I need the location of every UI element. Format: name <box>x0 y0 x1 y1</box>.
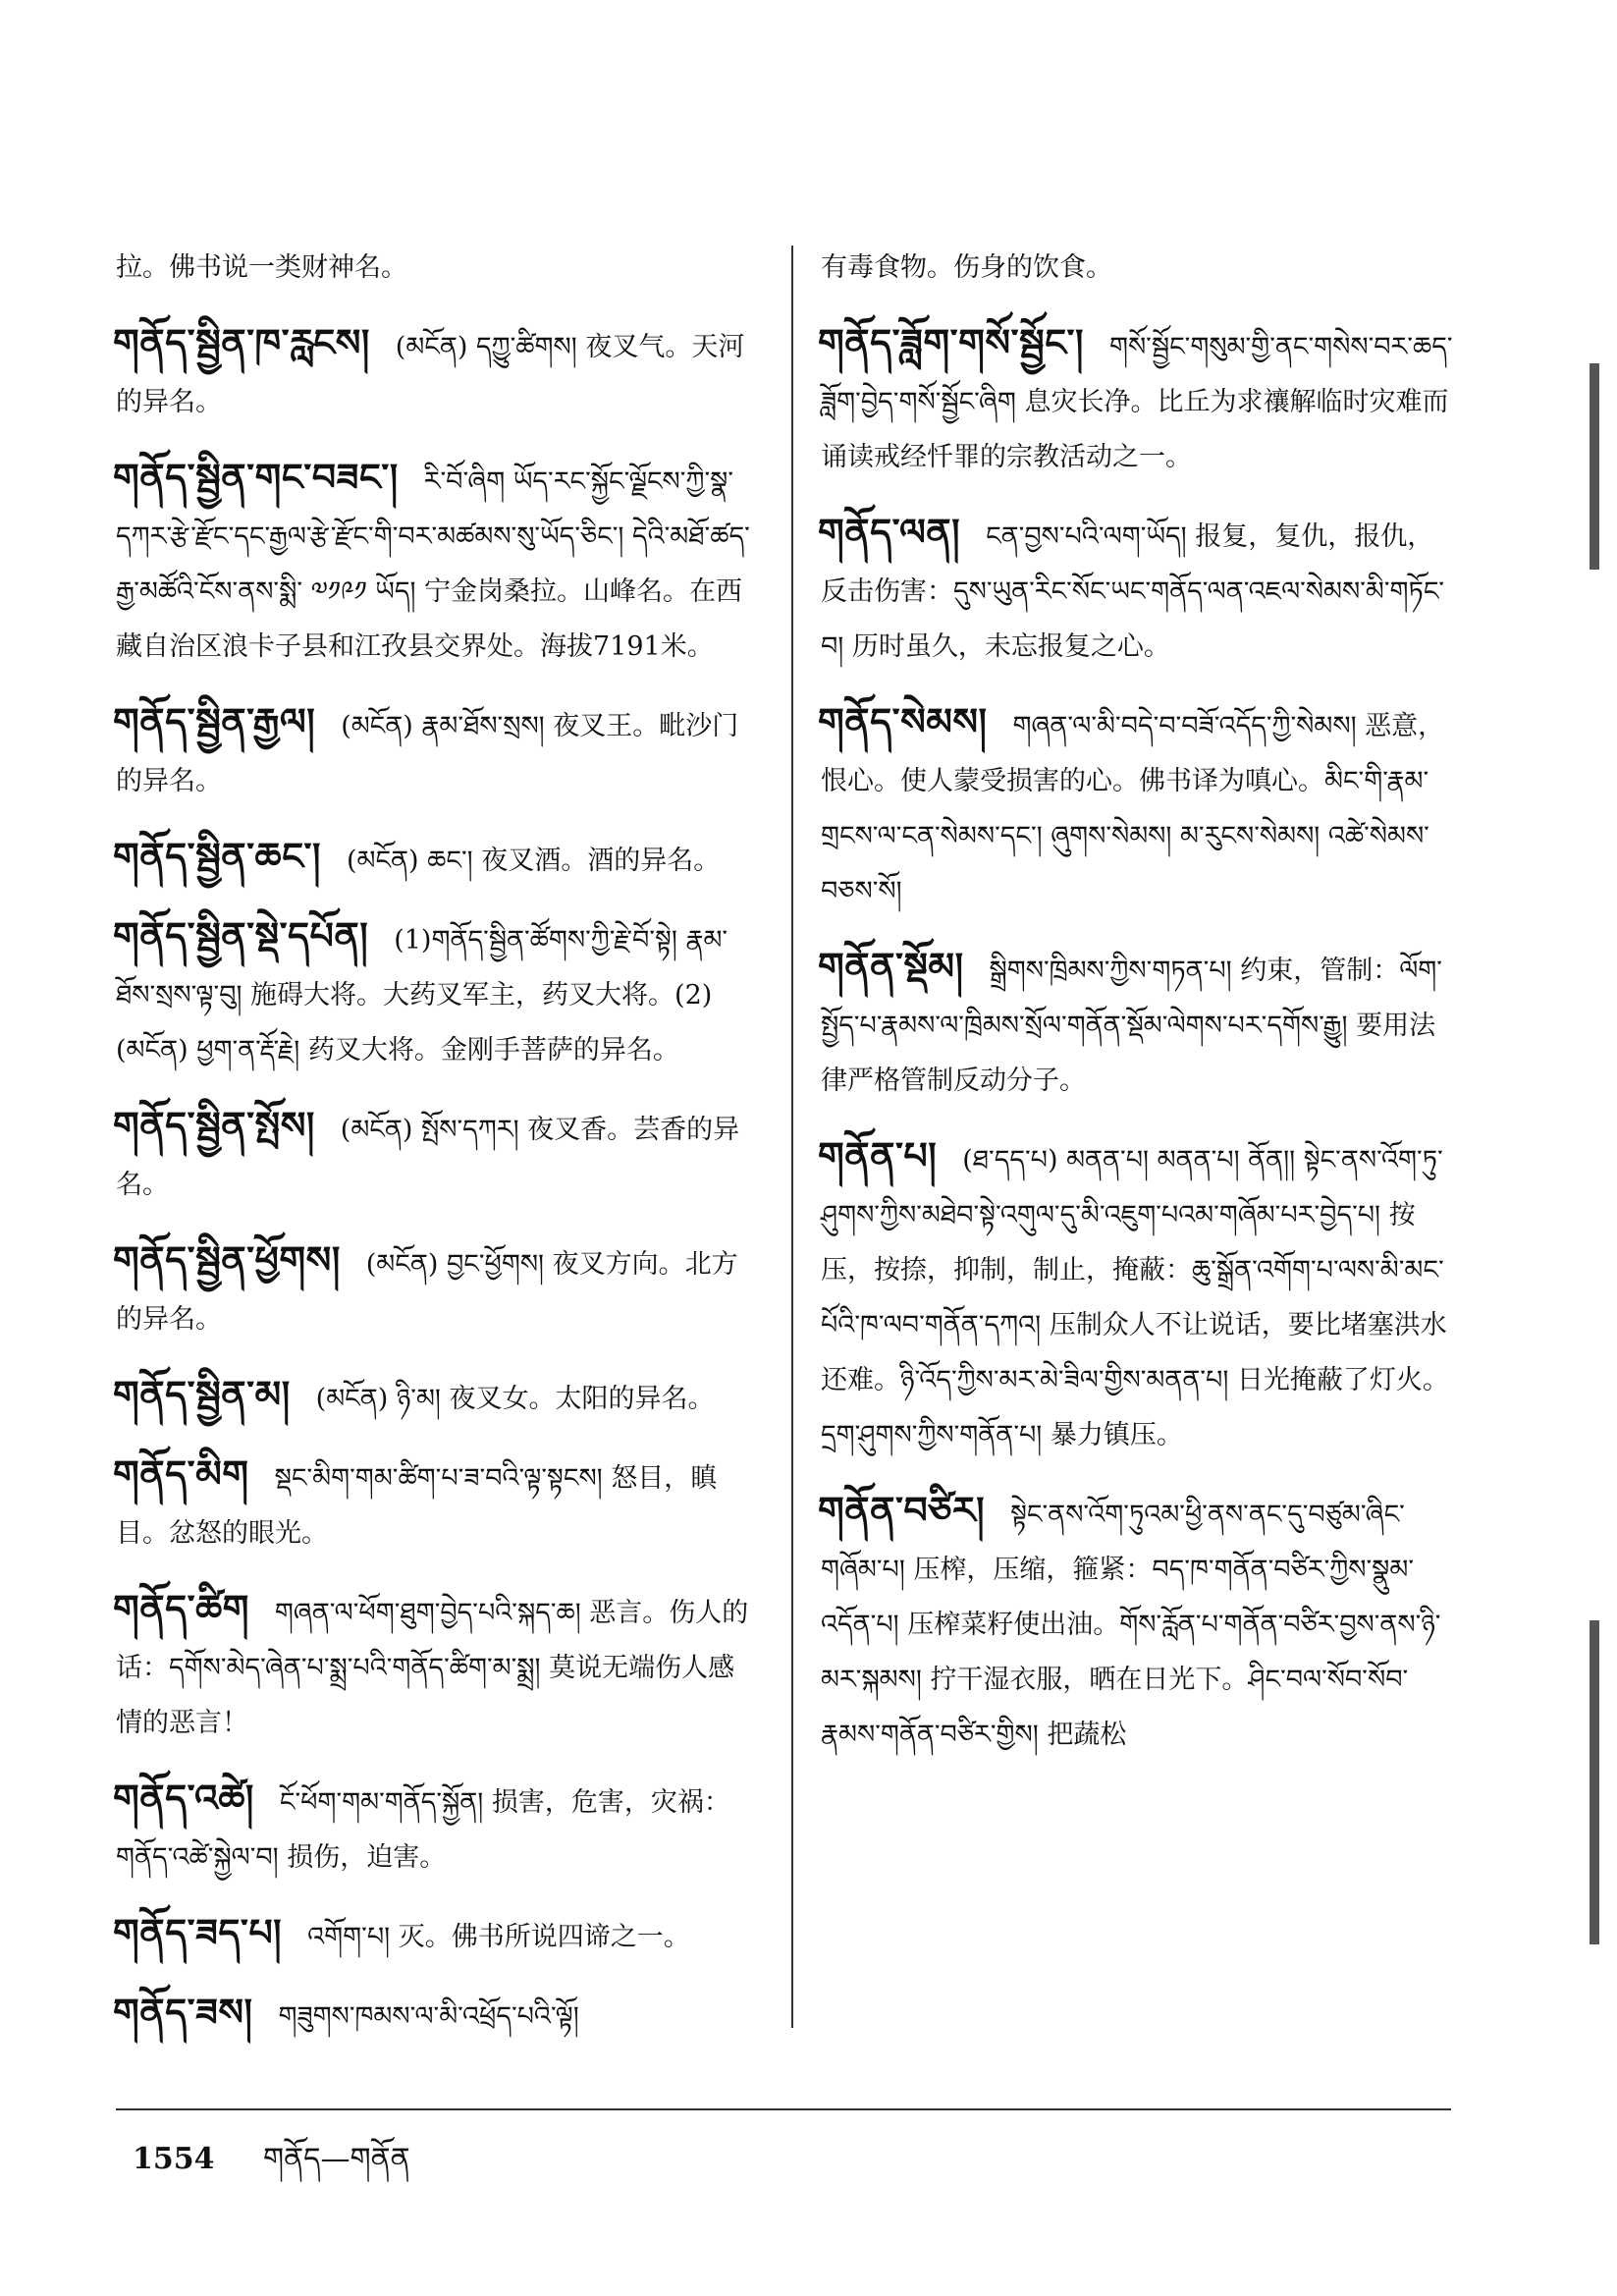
dictionary-entry <box>113 450 754 675</box>
entry-definition: འགོག་པ། 灭。佛书所说四谛之一。 <box>307 1922 690 1952</box>
entry-headword: གནོད་སྦྱིན་རྒྱལ། <box>113 699 316 743</box>
entry-definition: གཞན་ལ་ཕོག་ཐུག་བྱེད་པའི་སྐད་ཆ། 恶言。伤人的话：དགོས་མེད་ཞེན་པ་སྨྲ་པའི་གནོད་ཚིག་མ་སྨྲ། 莫说无端伤人感情的恶言！ <box>116 1598 749 1738</box>
dictionary-entry <box>818 939 1459 1109</box>
entry-headword: གནོད་ལན། <box>818 510 961 554</box>
entry-definition: (ཐ་དད་པ) མནན་པ། མནན་པ། ནོན།། སྟེང་ནས་འོག་ཏུ་ཤུགས་ཀྱིས་མཐེབ་སྟེ་འགུལ་དུ་མི་འཇུག་པའམ་གཞོམ་པར་བྱེད་པ། 按压，按捺，抑制，制止，掩蔽：ཆུ་སྒྲོན་འགོག་པ་ལས་མི་མང་པོའི་ཁ་ལབ་གནོན་དཀའ། 压制众人不让说话，要比堵塞洪水还难。ཉི་འོད་ཀྱིས་མར་མེ་ཟིལ་གྱིས་མནན་པ། 日光掩蔽了灯火。དྲག་ཤུགས་ཀྱིས་གནོན་པ། 暴力镇压。 <box>821 1145 1449 1450</box>
entry-definition: (མངོན) དཀྱུ་ཚིགས། 夜叉气。天河的异名。 <box>116 332 745 417</box>
entry-definition: སྟེང་ནས་འོག་ཏུའམ་ཕྱི་ནས་ནང་དུ་བཙུམ་ཞིང་གཞོམ་པ། 压榨，压缩，箍紧：བད་ཁ་གནོན་བཙིར་ཀྱིས་སྣུམ་འདོན་པ། 压榨菜籽使出油。གོས་རློན་པ་གནོན་བཙིར་བྱས་ནས་ཉི་མར་སྐམས། 拧干湿衣服，晒在日光下。ཤིང་བལ་སོབ་སོབ་རྣམས་གནོན་བཙིར་གྱིས། 把蔬松 <box>821 1500 1441 1750</box>
page-number: 1554 <box>133 2142 215 2176</box>
dictionary-entry <box>821 241 1459 296</box>
entry-headword: གནོད་སྦྱིན་གང་བཟང་། <box>113 455 399 499</box>
dictionary-entry <box>116 241 754 296</box>
dictionary-entry <box>113 1771 754 1886</box>
dictionary-entry <box>113 1581 754 1751</box>
dictionary-entry <box>818 505 1459 675</box>
entry-headword: གནོད་སྦྱིན་སྤོས། <box>113 1103 315 1147</box>
entry-definition: (1)གནོད་སྦྱིན་ཚོགས་ཀྱི་རྗེ་བོ་སྟེ། རྣམ་ཐོས་སྲས་ལྟ་བུ། 施碍大将。大药叉军主，药叉大将。(2)(མངོན) ཕྱག་ན་རྡོ་རྗེ། 药叉大将。金刚手菩萨的异名。 <box>116 925 728 1066</box>
entry-definition: (མངོན) བྱང་ཕྱོགས། 夜叉方向。北方的异名。 <box>116 1249 738 1335</box>
page-range: གནོད—གནོན <box>263 2142 410 2176</box>
entry-definition: 拉。佛书说一类财神名。 <box>116 252 407 283</box>
dictionary-entry <box>113 1232 754 1347</box>
dictionary-entry <box>113 694 754 809</box>
entry-headword: གནོད་མིག <box>113 1451 249 1496</box>
dictionary-entry <box>113 1447 754 1561</box>
entry-headword: གནོན་པ། <box>818 1133 938 1177</box>
scan-edge-mark <box>1590 363 1599 570</box>
dictionary-entry <box>818 1128 1459 1463</box>
entry-definition: ངོ་ཕོག་གམ་གནོད་སྐྱོན། 损害，危害，灾祸：གནོད་འཚེ་སྐྱེལ་བ། 损伤，迫害。 <box>116 1787 730 1873</box>
entry-definition: གཟུགས་ཁམས་ལ་མི་འཕྲོད་པའི་ལྟོ། <box>278 2001 579 2032</box>
entry-headword: གནོན་བཙིར། <box>818 1488 986 1532</box>
dictionary-entry <box>113 1367 754 1427</box>
entry-headword: གནོད་ཟློག་གསོ་སྦྱོང་། <box>818 320 1084 364</box>
page-footer <box>133 2126 410 2209</box>
entry-headword: གནོད་ཟས། <box>113 1990 253 2034</box>
entry-definition: གཞན་ལ་མི་བདེ་བ་བཟོ་འདོད་ཀྱི་སེམས། 恶意，恨心。使人蒙受损害的心。佛书译为嗔心。མིང་གི་རྣམ་གྲངས་ལ་ངན་སེམས་དང་། ཞུགས་སེམས། མ་རུངས་སེམས། འཚེ་སེམས་བཅས་སོ། <box>821 711 1445 906</box>
dictionary-entry <box>113 315 754 430</box>
entry-headword: གནོད་སྦྱིན་ཕྱོགས། <box>113 1237 341 1282</box>
entry-definition: རི་བོ་ཞིག ཡོད་རང་སྐྱོང་ལྗོངས་ཀྱི་སྣ་དཀར་རྩེ་རྫོང་དང་རྒྱལ་རྩེ་རྫོང་གི་བར་མཚམས་སུ་ཡོད་ཅིང་། དེའི་མཐོ་ཚད་རྒྱ་མཚོའི་ངོས་ནས་སྨི་ ༧༡༩༡ ཡོད། 宁金岗桑拉。山峰名。在西藏自治区浪卡子县和江孜县交界处。海拔7191米。 <box>116 466 750 662</box>
entry-definition: (མངོན) ཉི་མ། 夜叉女。太阳的异名。 <box>315 1384 715 1414</box>
entry-headword: གནོད་ཚིག <box>113 1586 249 1630</box>
entry-headword: གནོན་སྡོམ། <box>818 944 964 988</box>
entry-headword: གནོད་སེམས། <box>818 699 988 743</box>
dictionary-entry <box>818 1483 1459 1763</box>
entry-definition: (མངོན) ཆང་། 夜叉酒。酒的异名。 <box>346 846 721 876</box>
left-column <box>113 241 754 2064</box>
column-divider <box>791 246 793 2028</box>
footer-rule <box>116 2108 1451 2110</box>
entry-headword: གནོད་སྦྱིན་སྡེ་དཔོན། <box>113 913 369 957</box>
right-column <box>818 241 1459 1782</box>
entry-definition: སྡང་མིག་གམ་ཚིག་པ་ཟ་བའི་ལྟ་སྟངས། 怒目，瞋目。忿怒的眼光。 <box>116 1463 718 1549</box>
entry-definition: ངན་བྱས་པའི་ལག་ཡོད། 报复，复仇，报仇，反击伤害：དུས་ཡུན་རིང་སོང་ཡང་གནོད་ལན་འཇལ་སེམས་མི་གཏོང་བ། 历时虽久，未忘报复之心。 <box>821 521 1445 662</box>
entry-definition: (མངོན) སྤོས་དཀར། 夜叉香。芸香的异名。 <box>116 1115 740 1200</box>
dictionary-entry <box>818 315 1459 485</box>
dictionary-entry <box>113 1098 754 1213</box>
dictionary-entry <box>113 1985 754 2045</box>
scan-edge-mark <box>1590 1620 1599 1944</box>
dictionary-entry <box>113 829 754 889</box>
entry-definition: 有毒食物。伤身的饮食。 <box>821 252 1112 283</box>
entry-headword: གནོད་ཟད་པ། <box>113 1910 283 1954</box>
entry-headword: གནོད་སྦྱིན་ཆང་། <box>113 834 321 878</box>
entry-headword: གནོད་འཚེ། <box>113 1776 254 1820</box>
dictionary-entry <box>818 694 1459 919</box>
entry-definition: (མངོན) རྣམ་ཐོས་སྲས། 夜叉王。毗沙门的异名。 <box>116 711 739 796</box>
dictionary-entry <box>113 908 754 1078</box>
dictionary-entry <box>113 1905 754 1965</box>
entry-headword: གནོད་སྦྱིན་ཁ་རླངས། <box>113 320 370 364</box>
entry-definition: གསོ་སྦྱོང་གསུམ་གྱི་ནང་གསེས་བར་ཆད་ཟློག་བྱེད་གསོ་སྦྱོང་ཞིག 息灾长净。比丘为求禳解临时灾难而诵读戒经忏罪的宗教活动之一。 <box>821 332 1453 472</box>
entry-headword: གནོད་སྦྱིན་མ། <box>113 1372 291 1416</box>
entry-definition: སྒྲིགས་ཁྲིམས་ཀྱིས་གཏན་པ། 约束，管制：ལོག་སྤྱོད་པ་རྣམས་ལ་ཁྲིམས་སྲོལ་གནོན་སྡོམ་ལེགས་པར་དགོས་རྒྱུ། 要用法律严格管制反动分子。 <box>821 956 1442 1096</box>
